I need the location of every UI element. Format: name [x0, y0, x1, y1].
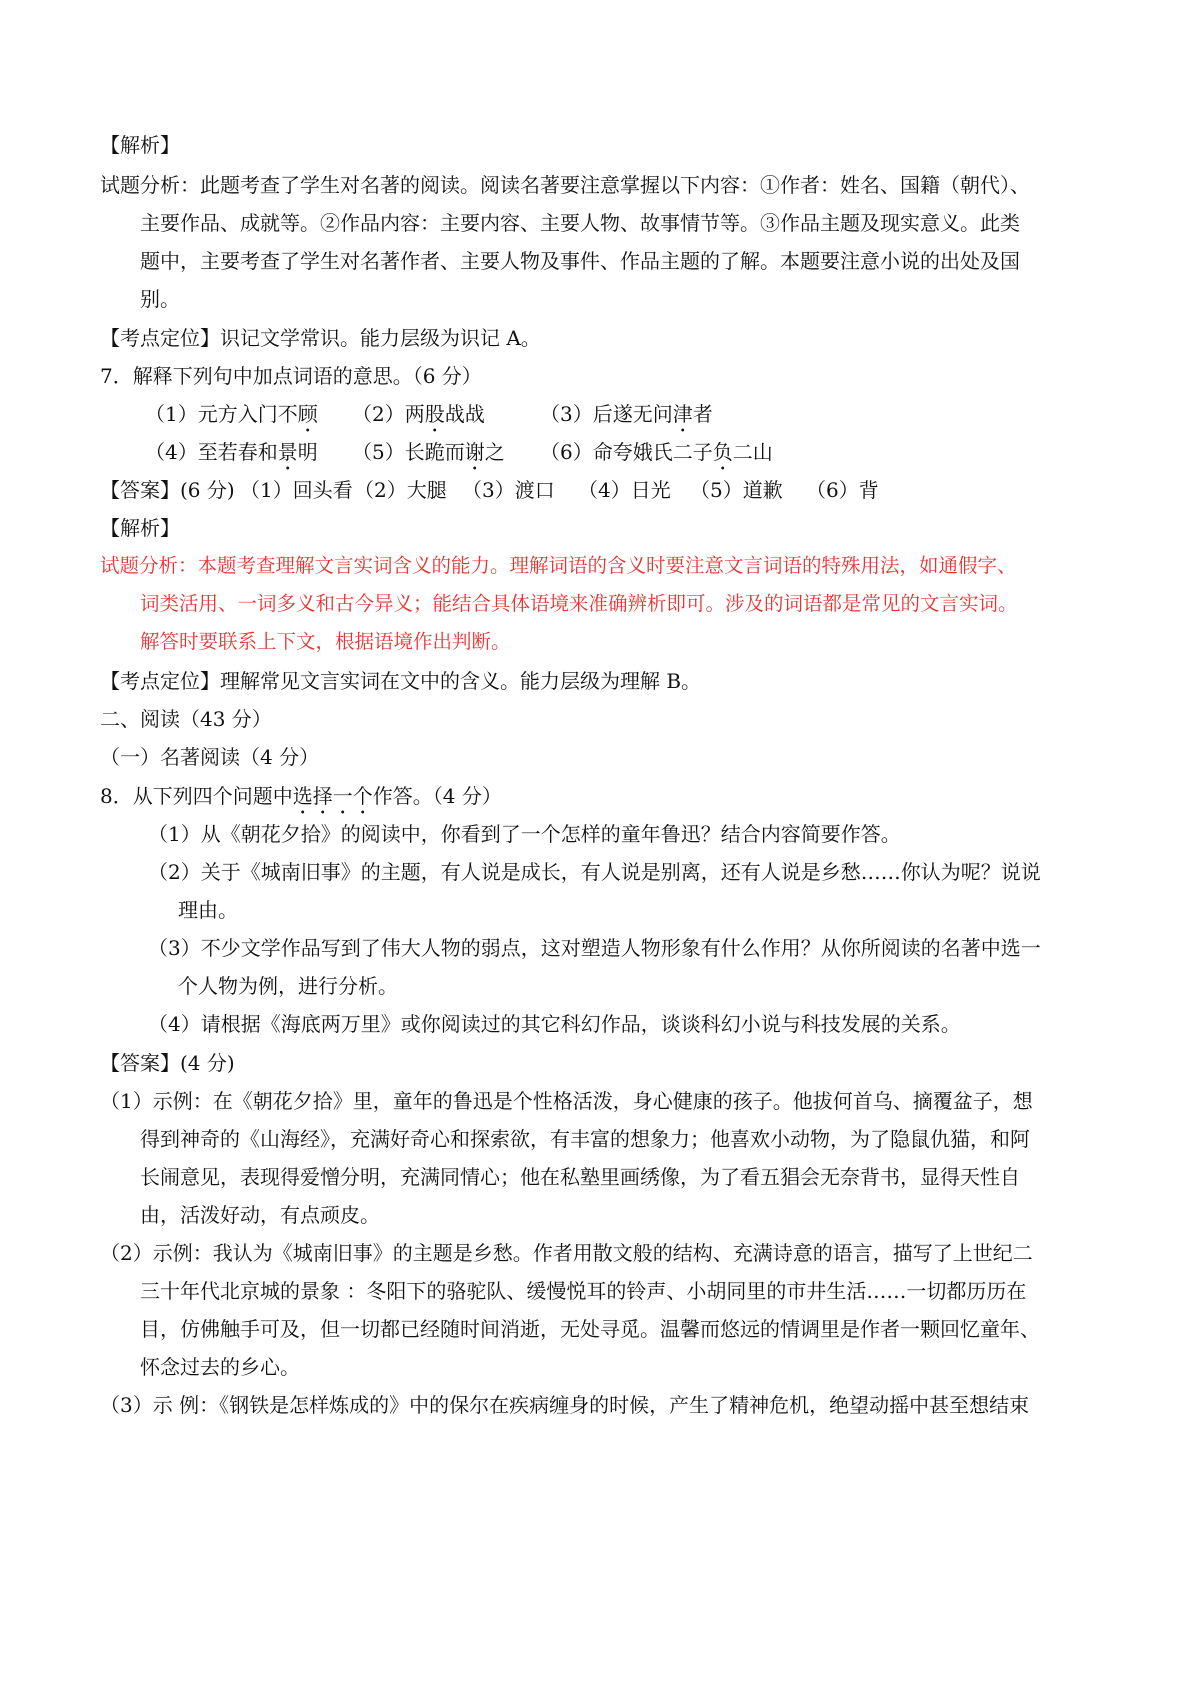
q7-answer: （2）大腿	[354, 478, 447, 502]
q8-option: 个人物为例，进行分析。	[178, 974, 398, 998]
answer-line: 由，活泼好动，有点顽皮。	[140, 1203, 380, 1227]
answer-label: 【答案】(6 分)	[100, 478, 235, 502]
dotted-word: 负	[712, 440, 733, 464]
dotted-word: 景	[277, 440, 298, 464]
question-7-title: 7．解释下列句中加点词语的意思。（6 分）	[100, 364, 482, 388]
dotted-word: 股	[424, 402, 445, 426]
q7-answer: （1）回头看	[240, 478, 353, 502]
q8-option: （3）不少文学作品写到了伟大人物的弱点，这对塑造人物形象有什么作用？从你所阅读的名著中选一	[148, 936, 1041, 960]
exam-point: 【考点定位】识记文学常识。能力层级为识记 A。	[100, 326, 541, 350]
analysis-heading: 【解析】	[100, 133, 180, 157]
section-title: 二、阅读（43 分）	[100, 707, 272, 731]
dotted-word: 谢	[464, 440, 485, 464]
q8-option: （1）从《朝花夕拾》的阅读中，你看到了一个怎样的童年鲁迅？结合内容简要作答。	[148, 822, 901, 846]
answer-line: 长闹意见，表现得爱憎分明，充满同情心；他在私塾里画绣像，为了看五猖会无奈背书，显得天性自	[140, 1165, 1020, 1189]
q7-answer: （6）背	[806, 478, 879, 502]
q7-item: （1）元方入门不顾	[145, 402, 318, 426]
answer-line: （1）示例：在《朝花夕拾》里，童年的鲁迅是个性格活泼，身心健康的孩子。他拔何首乌、摘覆盆子，想	[100, 1089, 1033, 1113]
q7-answer: （5）道歉	[690, 478, 783, 502]
analysis-line: 题中，主要考查了学生对名著作者、主要人物及事件、作品主题的了解。本题要注意小说的出处及国	[140, 249, 1020, 273]
dotted-word: 选择一个	[292, 784, 373, 808]
q7-item: （5）长跪而谢之	[352, 440, 505, 464]
q8-option: （2）关于《城南旧事》的主题，有人说是成长，有人说是别离，还有人说是乡愁……你认为呢？说说	[148, 860, 1041, 884]
q7-answer: （3）渡口	[462, 478, 555, 502]
q8-option: （4）请根据《海底两万里》或你阅读过的其它科幻作品，谈谈科幻小说与科技发展的关系。	[148, 1012, 961, 1036]
analysis-red-line: 试题分析：本题考查理解文言实词含义的能力。理解词语的含义时要注意文言词语的特殊用法，如通假字、	[100, 554, 1017, 577]
dotted-word: 津	[672, 402, 693, 426]
question-8-title: 8．从下列四个问题中选择一个作答。（4 分）	[100, 784, 502, 808]
q8-option: 理由。	[178, 898, 238, 922]
answer-line: （2）示例：我认为《城南旧事》的主题是乡愁。作者用散文般的结构、充满诗意的语言，描写了上世纪二	[100, 1241, 1033, 1265]
analysis-line: 主要作品、成就等。②作品内容：主要内容、主要人物、故事情节等。③作品主题及现实意义。此类	[140, 211, 1020, 235]
answer-line: 三十年代北京城的景象 ：冬阳下的骆驼队、缓慢悦耳的铃声、小胡同里的市井生活……一切都历历在	[140, 1279, 1027, 1303]
answer-label: 【答案】(4 分)	[100, 1051, 235, 1075]
answer-line: 怀念过去的乡心。	[140, 1355, 300, 1379]
dotted-word: 顾	[297, 402, 318, 426]
analysis-heading: 【解析】	[100, 516, 180, 540]
q7-answer-row	[100, 477, 235, 503]
analysis-red-line: 词类活用、一词多义和古今异义；能结合具体语境来准确辨析即可。涉及的词语都是常见的文言实词。	[140, 592, 1018, 615]
q7-item: （2）两股战战	[352, 402, 485, 426]
q7-item: （3）后遂无问津者	[540, 402, 713, 426]
exam-point: 【考点定位】理解常见文言实词在文中的含义。能力层级为理解 B。	[100, 669, 702, 693]
q7-answer: （4）日光	[578, 478, 671, 502]
q7-item: （6）命夸娥氏二子负二山	[540, 440, 773, 464]
answer-line: 目，仿佛触手可及，但一切都已经随时间消逝，无处寻觅。温馨而悠远的情调里是作者一颗回忆童年、	[140, 1317, 1040, 1341]
analysis-red-line: 解答时要联系上下文，根据语境作出判断。	[140, 630, 511, 653]
answer-line: 得到神奇的《山海经》，充满好奇心和探索欲，有丰富的想象力；他喜欢小动物，为了隐鼠仇猫，和阿	[140, 1127, 1030, 1151]
section-subtitle: （一）名著阅读（4 分）	[100, 745, 320, 769]
analysis-line: 别。	[140, 287, 180, 311]
q7-item: （4）至若春和景明	[145, 440, 318, 464]
answer-line: （3）示 例：《钢铁是怎样炼成的》中的保尔在疾病缠身的时候，产生了精神危机，绝望动摇中甚至想结束	[100, 1393, 1030, 1417]
analysis-line: 试题分析：此题考查了学生对名著的阅读。阅读名著要注意掌握以下内容：①作者：姓名、国籍（朝代）、	[100, 173, 1030, 197]
